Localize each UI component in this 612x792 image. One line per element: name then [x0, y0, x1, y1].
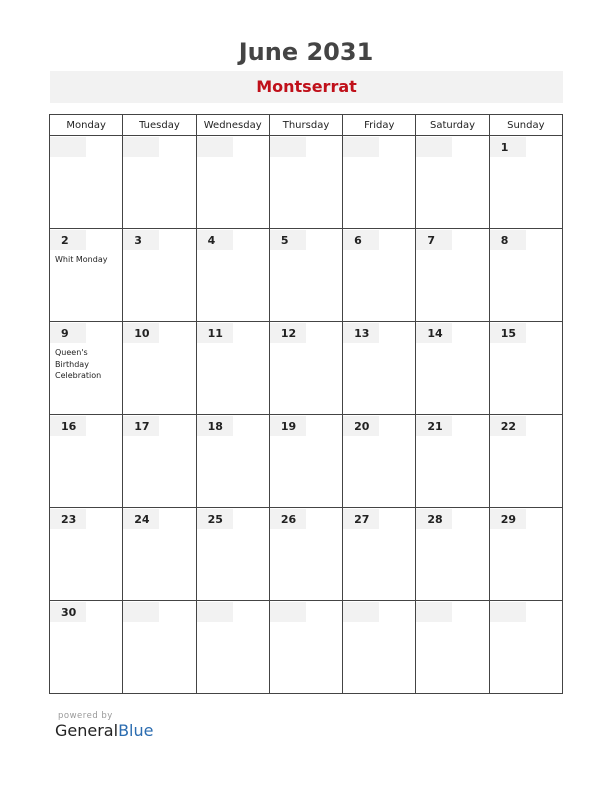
day-number: 30: [50, 602, 86, 622]
day-number: [416, 602, 452, 622]
day-number: [123, 602, 159, 622]
day-number: 4: [197, 230, 233, 250]
day-number: 16: [50, 416, 86, 436]
day-cell: [343, 229, 416, 322]
day-cell: [489, 601, 562, 694]
week-row: [50, 508, 563, 601]
day-cell: [416, 229, 489, 322]
country-banner: [50, 71, 563, 103]
day-number: 22: [490, 416, 526, 436]
day-cell: [269, 508, 342, 601]
day-cell: [50, 415, 123, 508]
day-number: [416, 137, 452, 157]
day-number: 17: [123, 416, 159, 436]
day-number: 21: [416, 416, 452, 436]
day-number: [343, 602, 379, 622]
weekday-header-row: [50, 115, 563, 136]
day-cell: [50, 508, 123, 601]
day-number: 10: [123, 323, 159, 343]
day-number: [270, 137, 306, 157]
day-cell: [123, 601, 196, 694]
day-cell: [416, 136, 489, 229]
day-cell: [196, 601, 269, 694]
day-cell: [50, 229, 123, 322]
day-number: 5: [270, 230, 306, 250]
day-number: 18: [197, 416, 233, 436]
weekday-header: Wednesday: [196, 115, 269, 136]
day-number: 26: [270, 509, 306, 529]
country-name: Montserrat: [256, 77, 357, 96]
day-number: 6: [343, 230, 379, 250]
day-cell: [196, 415, 269, 508]
day-cell: [489, 415, 562, 508]
calendar-body: [50, 136, 563, 694]
day-number: [197, 137, 233, 157]
day-cell: [489, 229, 562, 322]
day-cell: [196, 322, 269, 415]
day-cell: [343, 322, 416, 415]
day-cell: [50, 322, 123, 415]
day-number: 13: [343, 323, 379, 343]
week-row: [50, 415, 563, 508]
logo-blue: Blue: [118, 721, 154, 740]
day-cell: [416, 415, 489, 508]
day-cell: [489, 136, 562, 229]
day-number: 28: [416, 509, 452, 529]
day-number: [50, 137, 86, 157]
weekday-header: Friday: [343, 115, 416, 136]
day-cell: [50, 136, 123, 229]
day-cell: [196, 508, 269, 601]
day-cell: [269, 229, 342, 322]
day-cell: [123, 508, 196, 601]
day-number: [197, 602, 233, 622]
day-cell: [269, 136, 342, 229]
logo-general: General: [55, 721, 119, 740]
day-number: 23: [50, 509, 86, 529]
weekday-header: Tuesday: [123, 115, 196, 136]
day-number: 14: [416, 323, 452, 343]
day-cell: [489, 508, 562, 601]
day-number: 27: [343, 509, 379, 529]
day-cell: [416, 508, 489, 601]
day-cell: [343, 601, 416, 694]
day-cell: [343, 415, 416, 508]
day-number: 29: [490, 509, 526, 529]
day-number: 1: [490, 137, 526, 157]
day-cell: [489, 322, 562, 415]
day-number: [490, 602, 526, 622]
weekday-header: Saturday: [416, 115, 489, 136]
day-number: 9: [50, 323, 86, 343]
week-row: [50, 229, 563, 322]
day-number: [343, 137, 379, 157]
day-cell: [196, 229, 269, 322]
weekday-header: Sunday: [489, 115, 562, 136]
holiday-label: Queen's Birthday Celebration: [55, 348, 102, 380]
day-cell: [123, 415, 196, 508]
day-cell: [123, 136, 196, 229]
day-number: 12: [270, 323, 306, 343]
day-cell: [269, 601, 342, 694]
day-number: 8: [490, 230, 526, 250]
calendar-grid: [49, 114, 563, 694]
day-number: 25: [197, 509, 233, 529]
day-cell: [196, 136, 269, 229]
powered-by-label: powered by: [58, 711, 113, 721]
day-number: 3: [123, 230, 159, 250]
day-number: 20: [343, 416, 379, 436]
day-number: 7: [416, 230, 452, 250]
day-number: [270, 602, 306, 622]
day-number: 15: [490, 323, 526, 343]
weekday-header: Thursday: [269, 115, 342, 136]
day-cell: [269, 322, 342, 415]
week-row: [50, 322, 563, 415]
day-cell: [123, 322, 196, 415]
week-row: [50, 601, 563, 694]
day-cell: [123, 229, 196, 322]
holiday-label: Whit Monday: [55, 255, 108, 264]
generalblue-logo: [55, 721, 153, 740]
day-number: 19: [270, 416, 306, 436]
day-cell: [416, 601, 489, 694]
day-cell: [269, 415, 342, 508]
day-number: 11: [197, 323, 233, 343]
day-number: 2: [50, 230, 86, 250]
day-cell: [343, 136, 416, 229]
week-row: [50, 136, 563, 229]
weekday-header: Monday: [50, 115, 123, 136]
calendar-title: June 2031: [238, 38, 374, 66]
day-cell: [50, 601, 123, 694]
day-number: [123, 137, 159, 157]
day-cell: [343, 508, 416, 601]
day-cell: [416, 322, 489, 415]
day-number: 24: [123, 509, 159, 529]
